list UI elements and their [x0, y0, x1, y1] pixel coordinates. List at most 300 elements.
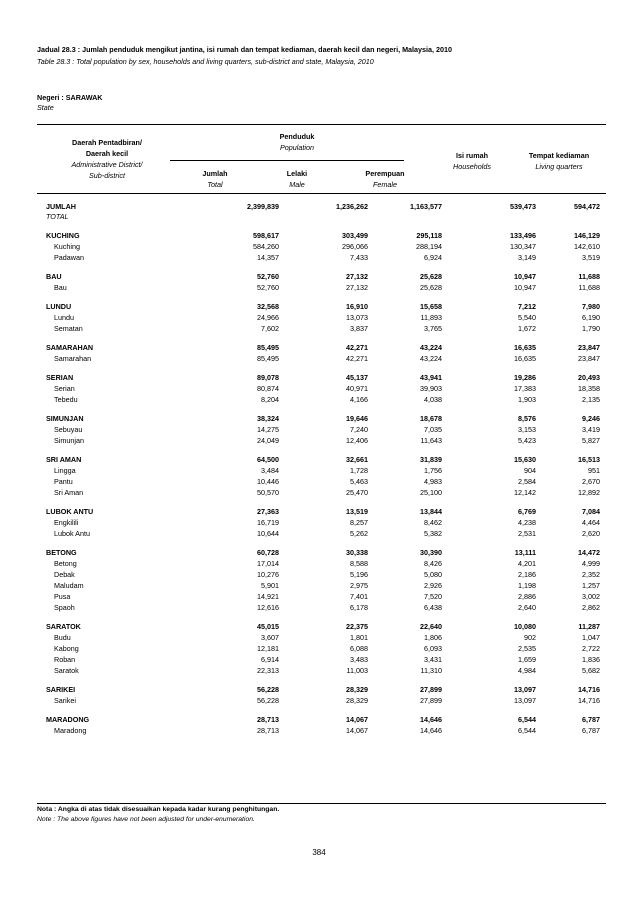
cell-households: 7,212: [518, 302, 536, 311]
cell-female: 4,983: [424, 477, 442, 486]
cell-male: 5,463: [350, 477, 368, 486]
cell-households: 3,149: [518, 253, 536, 262]
table-row-district: [37, 230, 606, 241]
cell-households: 1,198: [518, 581, 536, 590]
cell-female: 1,756: [424, 466, 442, 475]
cell-total: 24,966: [257, 313, 279, 322]
cell-households: 13,111: [514, 548, 536, 557]
table-row-subdistrict: [37, 602, 606, 613]
cell-households: 2,640: [518, 603, 536, 612]
cell-living-quarters: 23,847: [578, 354, 600, 363]
header-district-en-2: Sub-district: [89, 171, 125, 180]
cell-female: 43,224: [420, 354, 442, 363]
cell-total: 16,719: [257, 518, 279, 527]
cell-living-quarters: 6,787: [582, 715, 600, 724]
footnote-malay: Nota : Angka di atas tidak disesuaikan kepada kadar kurang penghitungan.: [37, 806, 280, 813]
table-row-subdistrict: [37, 252, 606, 263]
footnote-english: Note : The above figures have not been adjusted for under-enumeration.: [37, 816, 255, 823]
header-female: [355, 168, 415, 190]
cell-living-quarters: 14,716: [578, 685, 600, 694]
cell-total: 22,313: [257, 666, 279, 675]
row-name: SARATOK: [46, 622, 81, 631]
table-row-subdistrict: [37, 591, 606, 602]
cell-total: 56,228: [257, 685, 279, 694]
cell-male: 1,801: [350, 633, 368, 642]
header-female-ms: Perempuan: [365, 169, 405, 178]
cell-living-quarters: 12,892: [578, 488, 600, 497]
cell-households: 4,238: [518, 518, 536, 527]
cell-living-quarters: 3,419: [582, 425, 600, 434]
cell-total: 64,500: [257, 455, 279, 464]
cell-living-quarters: 2,620: [582, 529, 600, 538]
header-district-en-1: Administrative District/: [71, 160, 143, 169]
cell-households: 1,672: [518, 324, 536, 333]
header-total-en: Total: [207, 180, 223, 189]
cell-female: 3,431: [424, 655, 442, 664]
table-row-district: [37, 454, 606, 465]
row-name: Sebuyau: [54, 425, 83, 434]
cell-female: 43,941: [420, 373, 442, 382]
cell-female: 5,080: [424, 570, 442, 579]
header-male: [267, 168, 327, 190]
state-label-malay: Negeri : SARAWAK: [37, 93, 103, 102]
header-households-ms: Isi rumah: [456, 151, 488, 160]
cell-total: 50,570: [257, 488, 279, 497]
cell-households: 5,540: [518, 313, 536, 322]
cell-living-quarters: 11,287: [578, 622, 600, 631]
cell-female: 295,118: [416, 231, 442, 240]
cell-male: 7,401: [350, 592, 368, 601]
row-gap: [37, 539, 606, 547]
cell-female: 14,646: [420, 715, 442, 724]
header-population-en: Population: [280, 143, 314, 152]
cell-total: 3,607: [261, 633, 279, 642]
cell-female: 25,100: [420, 488, 442, 497]
row-name: SARIKEI: [46, 685, 76, 694]
cell-male: 3,837: [350, 324, 368, 333]
cell-total: 24,049: [257, 436, 279, 445]
cell-male: 27,132: [346, 272, 368, 281]
cell-households: 12,142: [514, 488, 536, 497]
row-name: KUCHING: [46, 231, 80, 240]
header-total: [185, 168, 245, 190]
cell-total: 80,874: [257, 384, 279, 393]
table-row-subdistrict: [37, 282, 606, 293]
cell-male: 5,262: [350, 529, 368, 538]
row-gap: [37, 334, 606, 342]
table-row-subdistrict: [37, 725, 606, 736]
table-row-district: [37, 684, 606, 695]
table-row-subdistrict: [37, 435, 606, 446]
table-row-subdistrict: [37, 323, 606, 334]
cell-male: 296,066: [342, 242, 368, 251]
row-name: LUBOK ANTU: [46, 507, 94, 516]
cell-male: 12,406: [346, 436, 368, 445]
header-lq-ms: Tempat kediaman: [528, 151, 590, 160]
cell-living-quarters: 2,722: [582, 644, 600, 653]
cell-female: 2,926: [424, 581, 442, 590]
table-row-subdistrict: [37, 528, 606, 539]
header-female-en: Female: [373, 180, 397, 189]
row-name: Betong: [54, 559, 77, 568]
cell-male: 13,519: [346, 507, 368, 516]
cell-female: 7,520: [424, 592, 442, 601]
cell-female: 3,765: [424, 324, 442, 333]
state-label-block: [37, 93, 103, 113]
row-name: BETONG: [46, 548, 77, 557]
cell-total: 28,713: [257, 726, 279, 735]
row-name: Serian: [54, 384, 75, 393]
cell-households: 4,201: [518, 559, 536, 568]
header-bottom-rule: [37, 193, 606, 194]
cell-households: 2,584: [518, 477, 536, 486]
row-name: Pusa: [54, 592, 71, 601]
cell-living-quarters: 2,135: [582, 395, 600, 404]
row-name: Bau: [54, 283, 67, 292]
table-row-district: [37, 342, 606, 353]
cell-total: 7,602: [261, 324, 279, 333]
cell-living-quarters: 3,519: [582, 253, 600, 262]
cell-total: 5,901: [261, 581, 279, 590]
cell-total: 27,363: [257, 507, 279, 516]
table-row-subdistrict: [37, 665, 606, 676]
cell-male: 13,073: [346, 313, 368, 322]
table-row-district: [37, 301, 606, 312]
cell-households: 2,186: [518, 570, 536, 579]
cell-total: 17,014: [257, 559, 279, 568]
cell-male: 16,910: [346, 302, 368, 311]
cell-households: 6,544: [518, 715, 536, 724]
cell-living-quarters: 6,190: [582, 313, 600, 322]
cell-living-quarters: 4,464: [582, 518, 600, 527]
row-name: Kuching: [54, 242, 80, 251]
table-row-subdistrict: [37, 643, 606, 654]
cell-male: 28,329: [346, 696, 368, 705]
cell-households: 16,635: [514, 354, 536, 363]
row-name: Maludam: [54, 581, 84, 590]
table-row-subdistrict: [37, 487, 606, 498]
cell-male: 3,483: [350, 655, 368, 664]
cell-female: 1,163,577: [410, 202, 442, 211]
cell-total: 14,275: [257, 425, 279, 434]
header-population-rule: [170, 160, 404, 161]
header-male-en: Male: [289, 180, 305, 189]
cell-living-quarters: 951: [588, 466, 600, 475]
table-row-subdistrict: [37, 476, 606, 487]
row-name: SIMUNJAN: [46, 414, 84, 423]
row-name: LUNDU: [46, 302, 72, 311]
total-label-english: TOTAL: [46, 212, 69, 221]
cell-female: 6,438: [424, 603, 442, 612]
cell-households: 13,097: [514, 696, 536, 705]
cell-female: 11,893: [420, 313, 442, 322]
cell-female: 6,093: [424, 644, 442, 653]
cell-total: 584,260: [253, 242, 279, 251]
cell-total: 10,276: [257, 570, 279, 579]
row-name: Sri Aman: [54, 488, 84, 497]
row-gap: [37, 676, 606, 684]
row-name: Budu: [54, 633, 71, 642]
cell-total: 10,446: [257, 477, 279, 486]
cell-total: 10,644: [257, 529, 279, 538]
header-households: [432, 150, 512, 172]
cell-living-quarters: 6,787: [582, 726, 600, 735]
row-name: SRI AMAN: [46, 455, 82, 464]
cell-households: 133,496: [510, 231, 536, 240]
cell-households: 1,659: [518, 655, 536, 664]
cell-male: 8,588: [350, 559, 368, 568]
cell-living-quarters: 18,358: [578, 384, 600, 393]
cell-households: 6,769: [518, 507, 536, 516]
cell-living-quarters: 23,847: [578, 343, 600, 352]
cell-male: 11,003: [346, 666, 368, 675]
cell-households: 2,886: [518, 592, 536, 601]
cell-households: 19,286: [514, 373, 536, 382]
table-row-district: [37, 506, 606, 517]
cell-male: 6,178: [350, 603, 368, 612]
cell-female: 1,806: [424, 633, 442, 642]
row-gap: [37, 405, 606, 413]
cell-living-quarters: 5,682: [582, 666, 600, 675]
table-row-subdistrict: [37, 654, 606, 665]
cell-living-quarters: 4,999: [582, 559, 600, 568]
table-row-subdistrict: [37, 517, 606, 528]
table-row-subdistrict: [37, 695, 606, 706]
cell-female: 7,035: [424, 425, 442, 434]
cell-male: 1,728: [350, 466, 368, 475]
header-households-en: Households: [453, 162, 491, 171]
cell-female: 8,426: [424, 559, 442, 568]
cell-male: 14,067: [346, 726, 368, 735]
row-name: Samarahan: [54, 354, 92, 363]
cell-female: 18,678: [420, 414, 442, 423]
cell-female: 288,194: [416, 242, 442, 251]
cell-households: 16,635: [514, 343, 536, 352]
cell-households: 13,097: [514, 685, 536, 694]
table-row-subdistrict: [37, 312, 606, 323]
cell-living-quarters: 1,790: [582, 324, 600, 333]
cell-male: 42,271: [346, 354, 368, 363]
cell-male: 7,240: [350, 425, 368, 434]
row-gap: [37, 498, 606, 506]
cell-male: 2,975: [350, 581, 368, 590]
table-row-district: [37, 714, 606, 725]
row-name: Sematan: [54, 324, 83, 333]
cell-total: 60,728: [257, 548, 279, 557]
cell-female: 25,628: [420, 272, 442, 281]
header-lq-en: Living quarters: [535, 162, 583, 171]
footnote-block: [37, 805, 279, 825]
cell-female: 43,224: [420, 343, 442, 352]
population-table: [37, 124, 606, 804]
cell-total: 14,921: [257, 592, 279, 601]
cell-living-quarters: 3,002: [582, 592, 600, 601]
cell-households: 539,473: [510, 202, 536, 211]
cell-total: 38,324: [257, 414, 279, 423]
cell-male: 28,329: [346, 685, 368, 694]
cell-female: 25,628: [420, 283, 442, 292]
table-row-subdistrict: [37, 569, 606, 580]
cell-female: 11,643: [420, 436, 442, 445]
row-gap: [37, 222, 606, 230]
row-name: Roban: [54, 655, 76, 664]
cell-female: 31,839: [420, 455, 442, 464]
cell-living-quarters: 14,472: [578, 548, 600, 557]
cell-male: 7,433: [350, 253, 368, 262]
cell-living-quarters: 2,670: [582, 477, 600, 486]
row-name: Debak: [54, 570, 75, 579]
table-row-subdistrict: [37, 580, 606, 591]
cell-female: 8,462: [424, 518, 442, 527]
table-title-malay: Jadual 28.3 : Jumlah penduduk mengikut jantina, isi rumah dan tempat kediaman, daerah kecil dan negeri, Malaysia, 2010: [37, 45, 453, 54]
cell-households: 904: [524, 466, 536, 475]
row-name: Saratok: [54, 666, 79, 675]
cell-households: 902: [524, 633, 536, 642]
cell-total: 85,495: [257, 343, 279, 352]
cell-male: 1,236,262: [336, 202, 368, 211]
cell-households: 6,544: [518, 726, 536, 735]
cell-living-quarters: 11,688: [578, 283, 600, 292]
cell-total: 85,495: [257, 354, 279, 363]
cell-living-quarters: 1,257: [582, 581, 600, 590]
table-row-subdistrict: [37, 353, 606, 364]
row-gap: [37, 706, 606, 714]
table-row-subdistrict: [37, 241, 606, 252]
table-title-block: [37, 44, 607, 68]
cell-households: 2,531: [518, 529, 536, 538]
row-gap: [37, 263, 606, 271]
cell-female: 27,899: [420, 696, 442, 705]
table-body: [37, 201, 606, 736]
cell-living-quarters: 14,716: [578, 696, 600, 705]
header-population: [237, 131, 357, 153]
cell-total: 45,015: [257, 622, 279, 631]
row-name: MARADONG: [46, 715, 90, 724]
cell-male: 19,646: [346, 414, 368, 423]
cell-male: 303,499: [342, 231, 368, 240]
cell-total: 8,204: [261, 395, 279, 404]
row-name: Maradong: [54, 726, 87, 735]
table-row-district: [37, 547, 606, 558]
cell-households: 3,153: [518, 425, 536, 434]
cell-living-quarters: 16,513: [578, 455, 600, 464]
cell-households: 4,984: [518, 666, 536, 675]
cell-households: 2,535: [518, 644, 536, 653]
row-name: SAMARAHAN: [46, 343, 94, 352]
table-row-district: [37, 413, 606, 424]
row-name: SERIAN: [46, 373, 74, 382]
cell-total: 56,228: [257, 696, 279, 705]
cell-female: 27,899: [420, 685, 442, 694]
cell-male: 30,338: [346, 548, 368, 557]
cell-total: 14,357: [257, 253, 279, 262]
header-district: [47, 137, 167, 181]
row-name: JUMLAH: [46, 202, 76, 211]
cell-households: 1,903: [518, 395, 536, 404]
header-population-ms: Penduduk: [279, 132, 315, 141]
cell-total: 32,568: [257, 302, 279, 311]
cell-male: 25,470: [346, 488, 368, 497]
cell-male: 32,661: [346, 455, 368, 464]
cell-total: 52,760: [257, 283, 279, 292]
row-name: Tebedu: [54, 395, 78, 404]
cell-living-quarters: 146,129: [574, 231, 600, 240]
cell-male: 22,375: [346, 622, 368, 631]
cell-female: 6,924: [424, 253, 442, 262]
cell-female: 14,646: [420, 726, 442, 735]
table-row-subdistrict: [37, 383, 606, 394]
row-name: Spaoh: [54, 603, 75, 612]
table-row-subdistrict: [37, 394, 606, 405]
cell-living-quarters: 11,688: [578, 272, 600, 281]
cell-living-quarters: 1,836: [582, 655, 600, 664]
cell-female: 22,640: [420, 622, 442, 631]
cell-total: 6,914: [261, 655, 279, 664]
cell-total: 28,713: [257, 715, 279, 724]
table-row-subdistrict: [37, 465, 606, 476]
cell-male: 8,257: [350, 518, 368, 527]
cell-total: 2,399,839: [247, 202, 279, 211]
cell-living-quarters: 7,980: [582, 302, 600, 311]
cell-living-quarters: 7,084: [582, 507, 600, 516]
cell-male: 40,971: [346, 384, 368, 393]
cell-female: 5,382: [424, 529, 442, 538]
cell-households: 10,947: [514, 283, 536, 292]
row-name: BAU: [46, 272, 62, 281]
row-name: Pantu: [54, 477, 73, 486]
cell-total: 598,617: [253, 231, 279, 240]
header-living-quarters: [512, 150, 606, 172]
row-name: Padawan: [54, 253, 84, 262]
table-row-subdistrict: [37, 558, 606, 569]
row-name: Lundu: [54, 313, 74, 322]
table-row-subdistrict: [37, 424, 606, 435]
cell-living-quarters: 9,246: [582, 414, 600, 423]
header-male-ms: Lelaki: [286, 169, 308, 178]
cell-female: 30,390: [420, 548, 442, 557]
cell-households: 5,423: [518, 436, 536, 445]
row-gap: [37, 613, 606, 621]
row-gap: [37, 364, 606, 372]
row-name: Lingga: [54, 466, 76, 475]
cell-female: 15,658: [420, 302, 442, 311]
cell-total: 52,760: [257, 272, 279, 281]
table-row-total: [37, 201, 606, 212]
row-name: Kabong: [54, 644, 79, 653]
table-row-district: [37, 271, 606, 282]
cell-living-quarters: 20,493: [578, 373, 600, 382]
cell-male: 6,088: [350, 644, 368, 653]
cell-total: 3,484: [261, 466, 279, 475]
header-district-ms-2: Daerah kecil: [85, 149, 129, 158]
cell-households: 130,347: [510, 242, 536, 251]
cell-female: 4,038: [424, 395, 442, 404]
cell-male: 42,271: [346, 343, 368, 352]
cell-total: 12,181: [257, 644, 279, 653]
cell-households: 15,630: [514, 455, 536, 464]
header-total-ms: Jumlah: [202, 169, 228, 178]
row-name: Lubok Antu: [54, 529, 90, 538]
row-name: Sarikei: [54, 696, 76, 705]
cell-households: 17,383: [514, 384, 536, 393]
page-number: 384: [312, 848, 326, 857]
cell-female: 13,844: [420, 507, 442, 516]
cell-male: 14,067: [346, 715, 368, 724]
row-gap: [37, 293, 606, 301]
table-row-subdistrict: [37, 632, 606, 643]
cell-male: 27,132: [346, 283, 368, 292]
cell-total: 89,078: [257, 373, 279, 382]
